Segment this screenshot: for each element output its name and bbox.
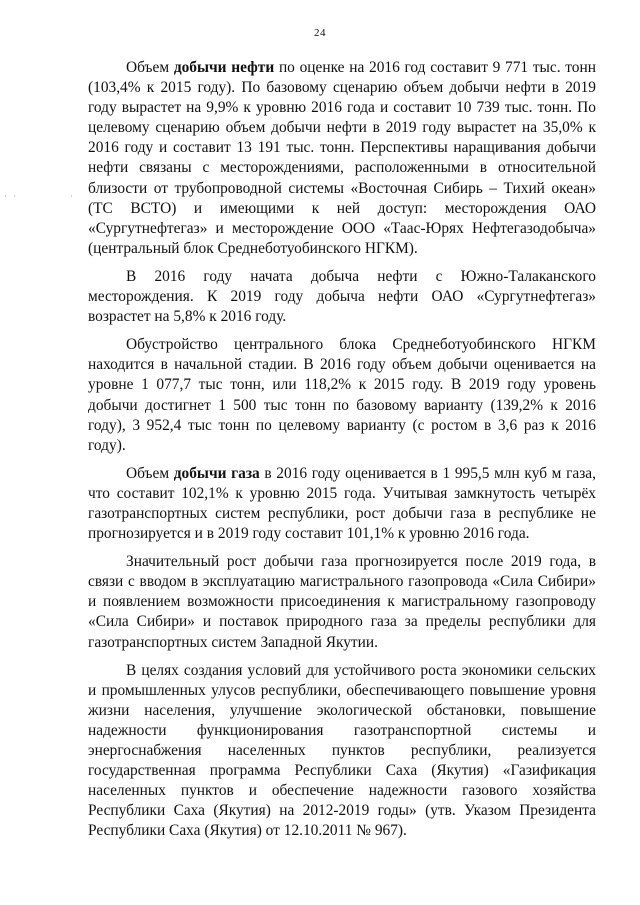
paragraph-text: В целях создания условий для устойчивого роста экономики сельских и промышленных улусов республики, обеспечивающего повышение уровня жизни населения, улучшение экологической обстановки, повышение надежности функционирования газотранспортной системы и энергоснабжения населенных пунктов республики, реализуется государственная программа Республики Саха (Якутия) «Газификация населенных пунктов и обеспечение надежности газового хозяйства Республики Саха (Якутия) на 2012-2019 годы» (утв. Указом Президента Республики Саха (Якутия) от 12.10.2011 № 967). <box>88 661 596 840</box>
paragraph-text: Объем <box>126 59 174 76</box>
paragraph-text: Объем <box>126 464 174 482</box>
paragraph-bold-term: добычи нефти <box>173 59 275 76</box>
scan-mark-inner: · <box>70 191 75 201</box>
paragraph-oil-production <box>88 58 596 259</box>
paragraph-gasification-program <box>88 661 596 842</box>
paragraph-text: по оценке на 2016 год составит 9 771 тыс. тонн (103,4% к 2015 году). По базовому сценарию объем добычи нефти в 2019 году вырастет на 9,9% к уровню 2016 года и составит 10 739 тыс. тонн. По целевому сценарию объем добычи нефти в 2019 году вырастет на 35,0% к 2016 году и составит 13 191 тыс. тонн. Перспективы наращивания добычи нефти связаны с месторождениями, расположенными в относительной близости от трубопроводной системы «Восточная Сибирь – Тихий океан» (ТС ВСТО) и имеющими к ней доступ: месторождения ОАО «Сургутнефтегаз» и месторождение ООО «Таас-Юрях Нефтегазодобыча» (центральный блок Среднеботуобинского НГКМ). <box>88 59 596 257</box>
paragraph-gas-production <box>88 464 596 544</box>
paragraph-bold-term: добычи газа <box>173 464 260 482</box>
paragraph-south-talakan <box>88 267 596 327</box>
paragraph-text: Значительный рост добычи газа прогнозируется после 2019 года, в связи с вводом в эксплуатацию магистрального газопровода «Сила Сибири» и появлением возможности присоединения к магистральному газопроводу «Сила Сибири» и поставок природного газа за пределы республики для газотранспортных систем Западной Якутии. <box>88 553 596 651</box>
paragraph-power-of-siberia <box>88 552 596 652</box>
paragraph-text: В 2016 году начата добыча нефти с Южно-Талаканского месторождения. К 2019 году добыча нефти ОАО «Сургутнефтегаз» возрастет на 5,8% к 2016 году. <box>88 267 596 326</box>
paragraph-text: в 2016 году оценивается в 1 995,5 млн куб м газа, что составит 102,1% к уровню 2015 года. Учитывая замкнутость четырёх газотранспортных систем республики, рост добычи газа в республике не прогнозируется и в 2019 году составит 101,1% к уровню 2016 года. <box>88 464 596 543</box>
paragraph-text: Обустройство центрального блока Среднеботуобинского НГКМ находится в начальной стадии. В 2016 году объем добычи оценивается на уровне 1 077,7 тыс тонн, или 118,2% к 2015 году. В 2019 году уровень добычи достигнет 1 500 тыс тонн по базовому варианту (139,2% к 2016 году), 3 952,4 тыс тонн по целевому варианту (с ростом в 3,6 раз к 2016 году). <box>88 336 596 454</box>
scan-mark-left: · · <box>4 191 19 201</box>
page-number: 24 <box>314 27 326 39</box>
document-body <box>88 58 596 849</box>
paragraph-srednebotuobinsky <box>88 335 596 456</box>
